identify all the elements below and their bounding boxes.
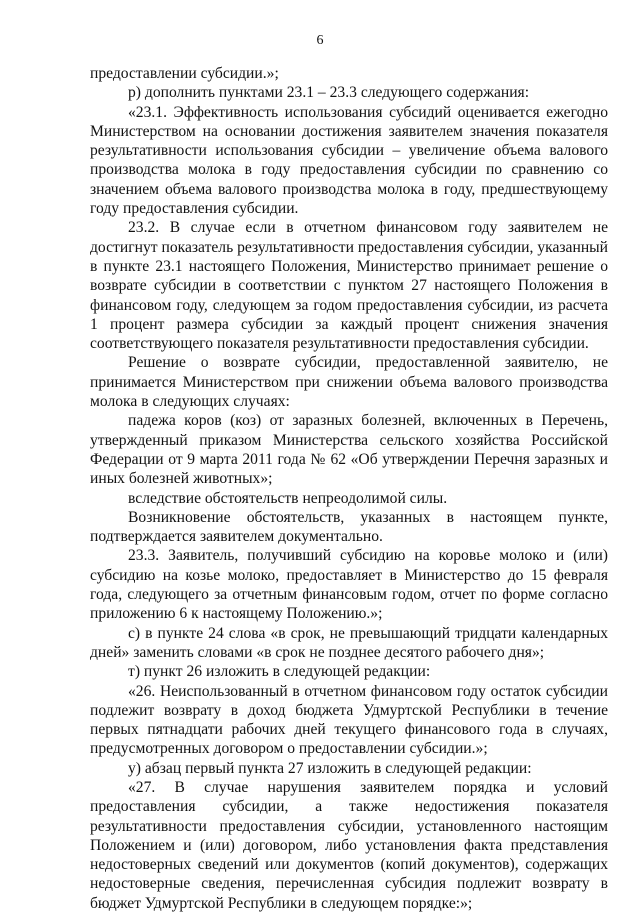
paragraph-item-r: р) дополнить пунктами 23.1 – 23.3 следующего содержания:	[128, 84, 530, 102]
paragraph-clause-26: «26. Неиспользованный в отчетном финансовом году остаток субсидии подлежит возврату в доход бюджета Удмуртской Республики в течение первых пятнадцати рабочих дней текущего финансового года в случаях, предусмотренных договором о предоставлении субсидии.»;	[90, 682, 608, 758]
paragraph-case-disease: падежа коров (коз) от заразных болезней, включенных в Перечень, утвержденный приказом Министерства сельского хозяйства Российской Федерации от 9 марта 2011 года № 62 «Об утверждении Перечня заразных и иных болезней животных»;	[90, 412, 608, 488]
paragraph-clause-27: «27. В случае нарушения заявителем порядка и условий предоставления субсидии, а также недостижения показателя результативности предоставления субсидии, установленного настоящим Положением и (или) договором, либо установления факта представления недостоверных сведений или документов (копий документов), содержащих недостоверные сведения, перечисленная субсидия подлежит возврату в бюджет Удмуртской Республики в следующем порядке:»;	[90, 778, 608, 912]
paragraph-item-s: с) в пункте 24 слова «в срок, не превышающий тридцати календарных дней» заменить словами «в срок не позднее десятого рабочего дня»;	[90, 624, 608, 661]
page-number: 6	[316, 33, 324, 48]
paragraph-case-force-majeure: вследствие обстоятельств непреодолимой силы.	[128, 489, 448, 507]
paragraph-clause-23-3: 23.3. Заявитель, получивший субсидию на коровье молоко и (или) субсидию на козье молоко, предоставляет в Министерство до 15 февраля года, следующего за отчетным финансовым годом, отчет по форме согласно приложению 6 к настоящему Положению.»;	[90, 547, 608, 623]
document-body	[90, 64, 608, 913]
paragraph-clause-23-1: «23.1. Эффективность использования субсидий оценивается ежегодно Министерством на основании достижения заявителем значения показателя результативности использования субсидии – увеличение объема валового производства молока в году предоставления субсидии по сравнению со значением объема валового производства молока в году, предшествующему году предоставления субсидии.	[90, 103, 608, 218]
paragraph-item-u: у) абзац первый пункта 27 изложить в следующей редакции:	[128, 759, 532, 777]
paragraph-clause-23-2: 23.2. В случае если в отчетном финансовом году заявителем не достигнут показатель результативности предоставления субсидии, указанный в пункте 23.1 настоящего Положения, Министерство принимает решение о возврате субсидии в соответствии с пунктом 27 настоящего Положения в финансовом году, следующем за годом предоставления субсидии, из расчета 1 процент размера субсидии за каждый процент снижения значения соответствующего показателя результативности предоставления субсидии.	[90, 219, 608, 353]
paragraph-continuation: предоставлении субсидии.»;	[90, 65, 279, 82]
paragraph-circumstances: Возникновение обстоятельств, указанных в настоящем пункте, подтверждается заявителем документально.	[90, 508, 608, 546]
paragraph-return-decision: Решение о возврате субсидии, предоставленной заявителю, не принимается Министерством при снижении объема валового производства молока в следующих случаях:	[90, 354, 608, 411]
paragraph-item-t: т) пункт 26 изложить в следующей редакции:	[128, 663, 431, 681]
